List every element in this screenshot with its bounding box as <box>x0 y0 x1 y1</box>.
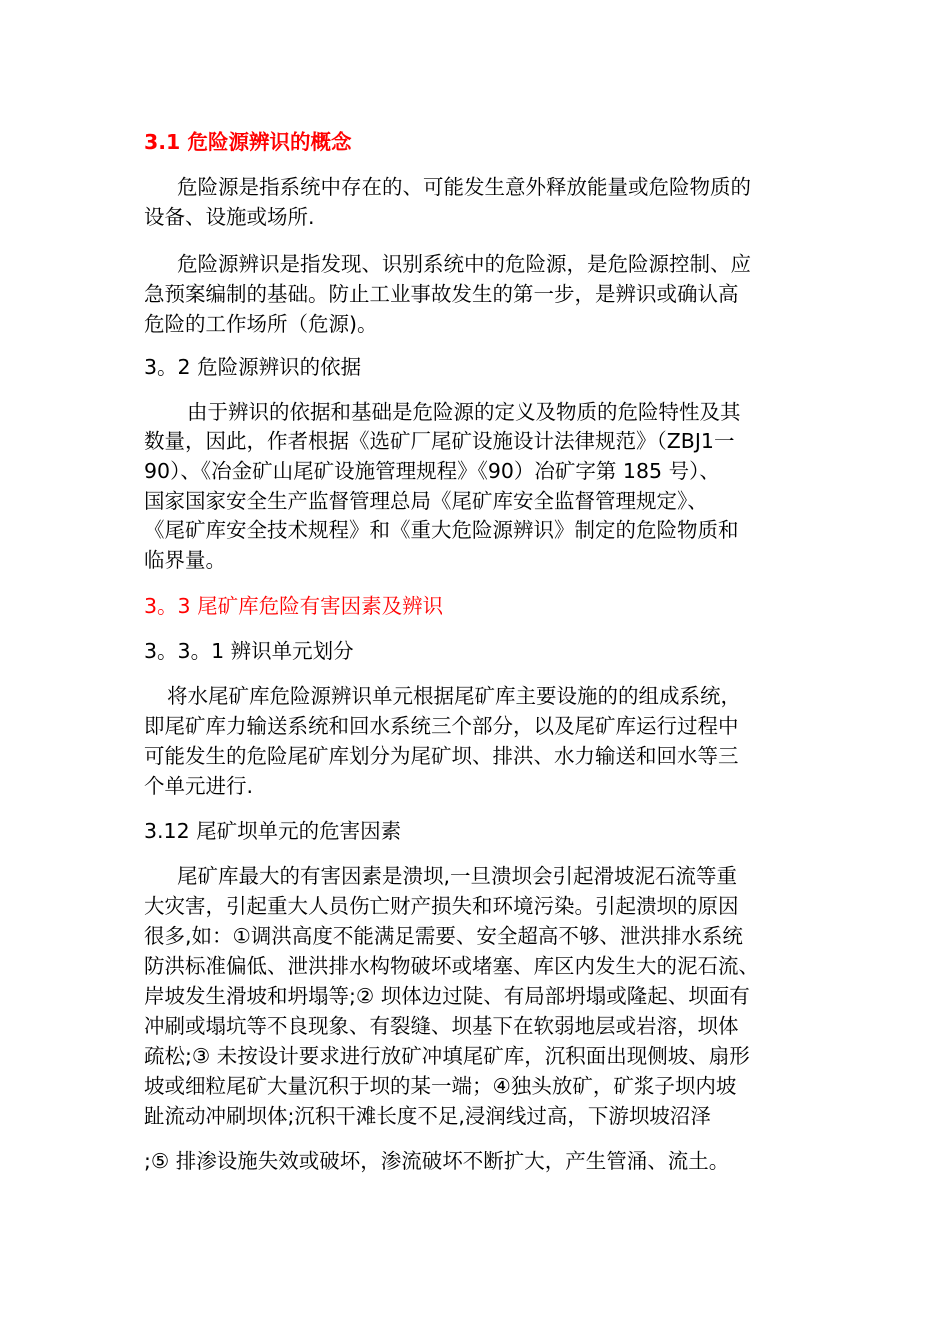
paragraph-line: 将水尾矿库危险源辨识单元根据尾矿库主要设施的的组成系统， <box>167 684 741 708</box>
paragraph-line: 可能发生的危险尾矿库划分为尾矿坝、排洪、水力输送和回水等三 <box>144 744 739 768</box>
paragraph-line: 临界量。 <box>144 548 226 572</box>
paragraph-line: 国家国家安全生产监督管理总局《尾矿库安全监督管理规定》、 <box>144 489 708 513</box>
paragraph-line: 急预案编制的基础。防止工业事故发生的第一步，是辨识或确认高 <box>144 282 739 306</box>
paragraph-line: 个单元进行. <box>144 774 254 798</box>
paragraph-line: 危险源辨识是指发现、识别系统中的危险源，是危险源控制、应 <box>177 252 751 276</box>
section-heading-3-3: 3。3 尾矿库危险有害因素及辨识 <box>144 594 444 618</box>
paragraph-line: 即尾矿库力输送系统和回水系统三个部分，以及尾矿库运行过程中 <box>144 714 739 738</box>
section-heading-3-1: 3.1 危险源辨识的概念 <box>144 130 352 154</box>
paragraph-line: 冲刷或塌坑等不良现象、有裂缝、坝基下在软弱地层或岩溶，坝体 <box>144 1014 739 1038</box>
paragraph-line: 尾矿库最大的有害因素是溃坝,一旦溃坝会引起滑坡泥石流等重 <box>177 864 738 888</box>
paragraph-line: 趾流动冲刷坝体;沉积干滩长度不足,浸润线过高，下游坝坡沼泽 <box>144 1104 711 1128</box>
paragraph-line: 坡或细粒尾矿大量沉积于坝的某一端；④独头放矿，矿浆子坝内坡 <box>144 1074 737 1098</box>
paragraph-line: 《尾矿库安全技术规程》和《重大危险源辨识》制定的危险物质和 <box>144 518 739 542</box>
paragraph-line: 防洪标准偏低、泄洪排水构物破坏或堵塞、库区内发生大的泥石流、 <box>144 954 759 978</box>
paragraph-line: 危险的工作场所（危源)。 <box>144 312 378 336</box>
subsection-heading-3-12: 3.12 尾矿坝单元的危害因素 <box>144 819 402 843</box>
paragraph-line: ;⑤ 排渗设施失效或破坏，渗流破坏不断扩大，产生管涌、流土。 <box>144 1149 730 1173</box>
paragraph-line: 由于辨识的依据和基础是危险源的定义及物质的危险特性及其 <box>187 400 741 424</box>
subsection-heading-3-3-1: 3。3。1 辨识单元划分 <box>144 639 354 663</box>
section-heading-3-2: 3。2 危险源辨识的依据 <box>144 355 362 379</box>
paragraph-line: 数量，因此，作者根据《选矿厂尾矿设施设计法律规范》（ZBJ1一 <box>144 429 735 453</box>
paragraph-line: 大灾害，引起重大人员伤亡财产损失和环境污染。引起溃坝的原因 <box>144 894 739 918</box>
paragraph-line: 岸坡发生滑坡和坍塌等;② 坝体边过陡、有局部坍塌或隆起、坝面有 <box>144 984 750 1008</box>
paragraph-line: 设备、设施或场所. <box>144 205 315 229</box>
paragraph-line: 疏松;③ 未按设计要求进行放矿冲填尾矿库，沉积面出现侧坡、扇形 <box>144 1044 750 1068</box>
paragraph-line: 危险源是指系统中存在的、可能发生意外释放能量或危险物质的 <box>177 175 751 199</box>
paragraph-line: 90）、《冶金矿山尾矿设施管理规程》《90）冶矿字第 185 号）、 <box>144 459 720 483</box>
paragraph-line: 很多,如：①调洪高度不能满足需要、安全超高不够、泄洪排水系统 <box>144 924 743 948</box>
